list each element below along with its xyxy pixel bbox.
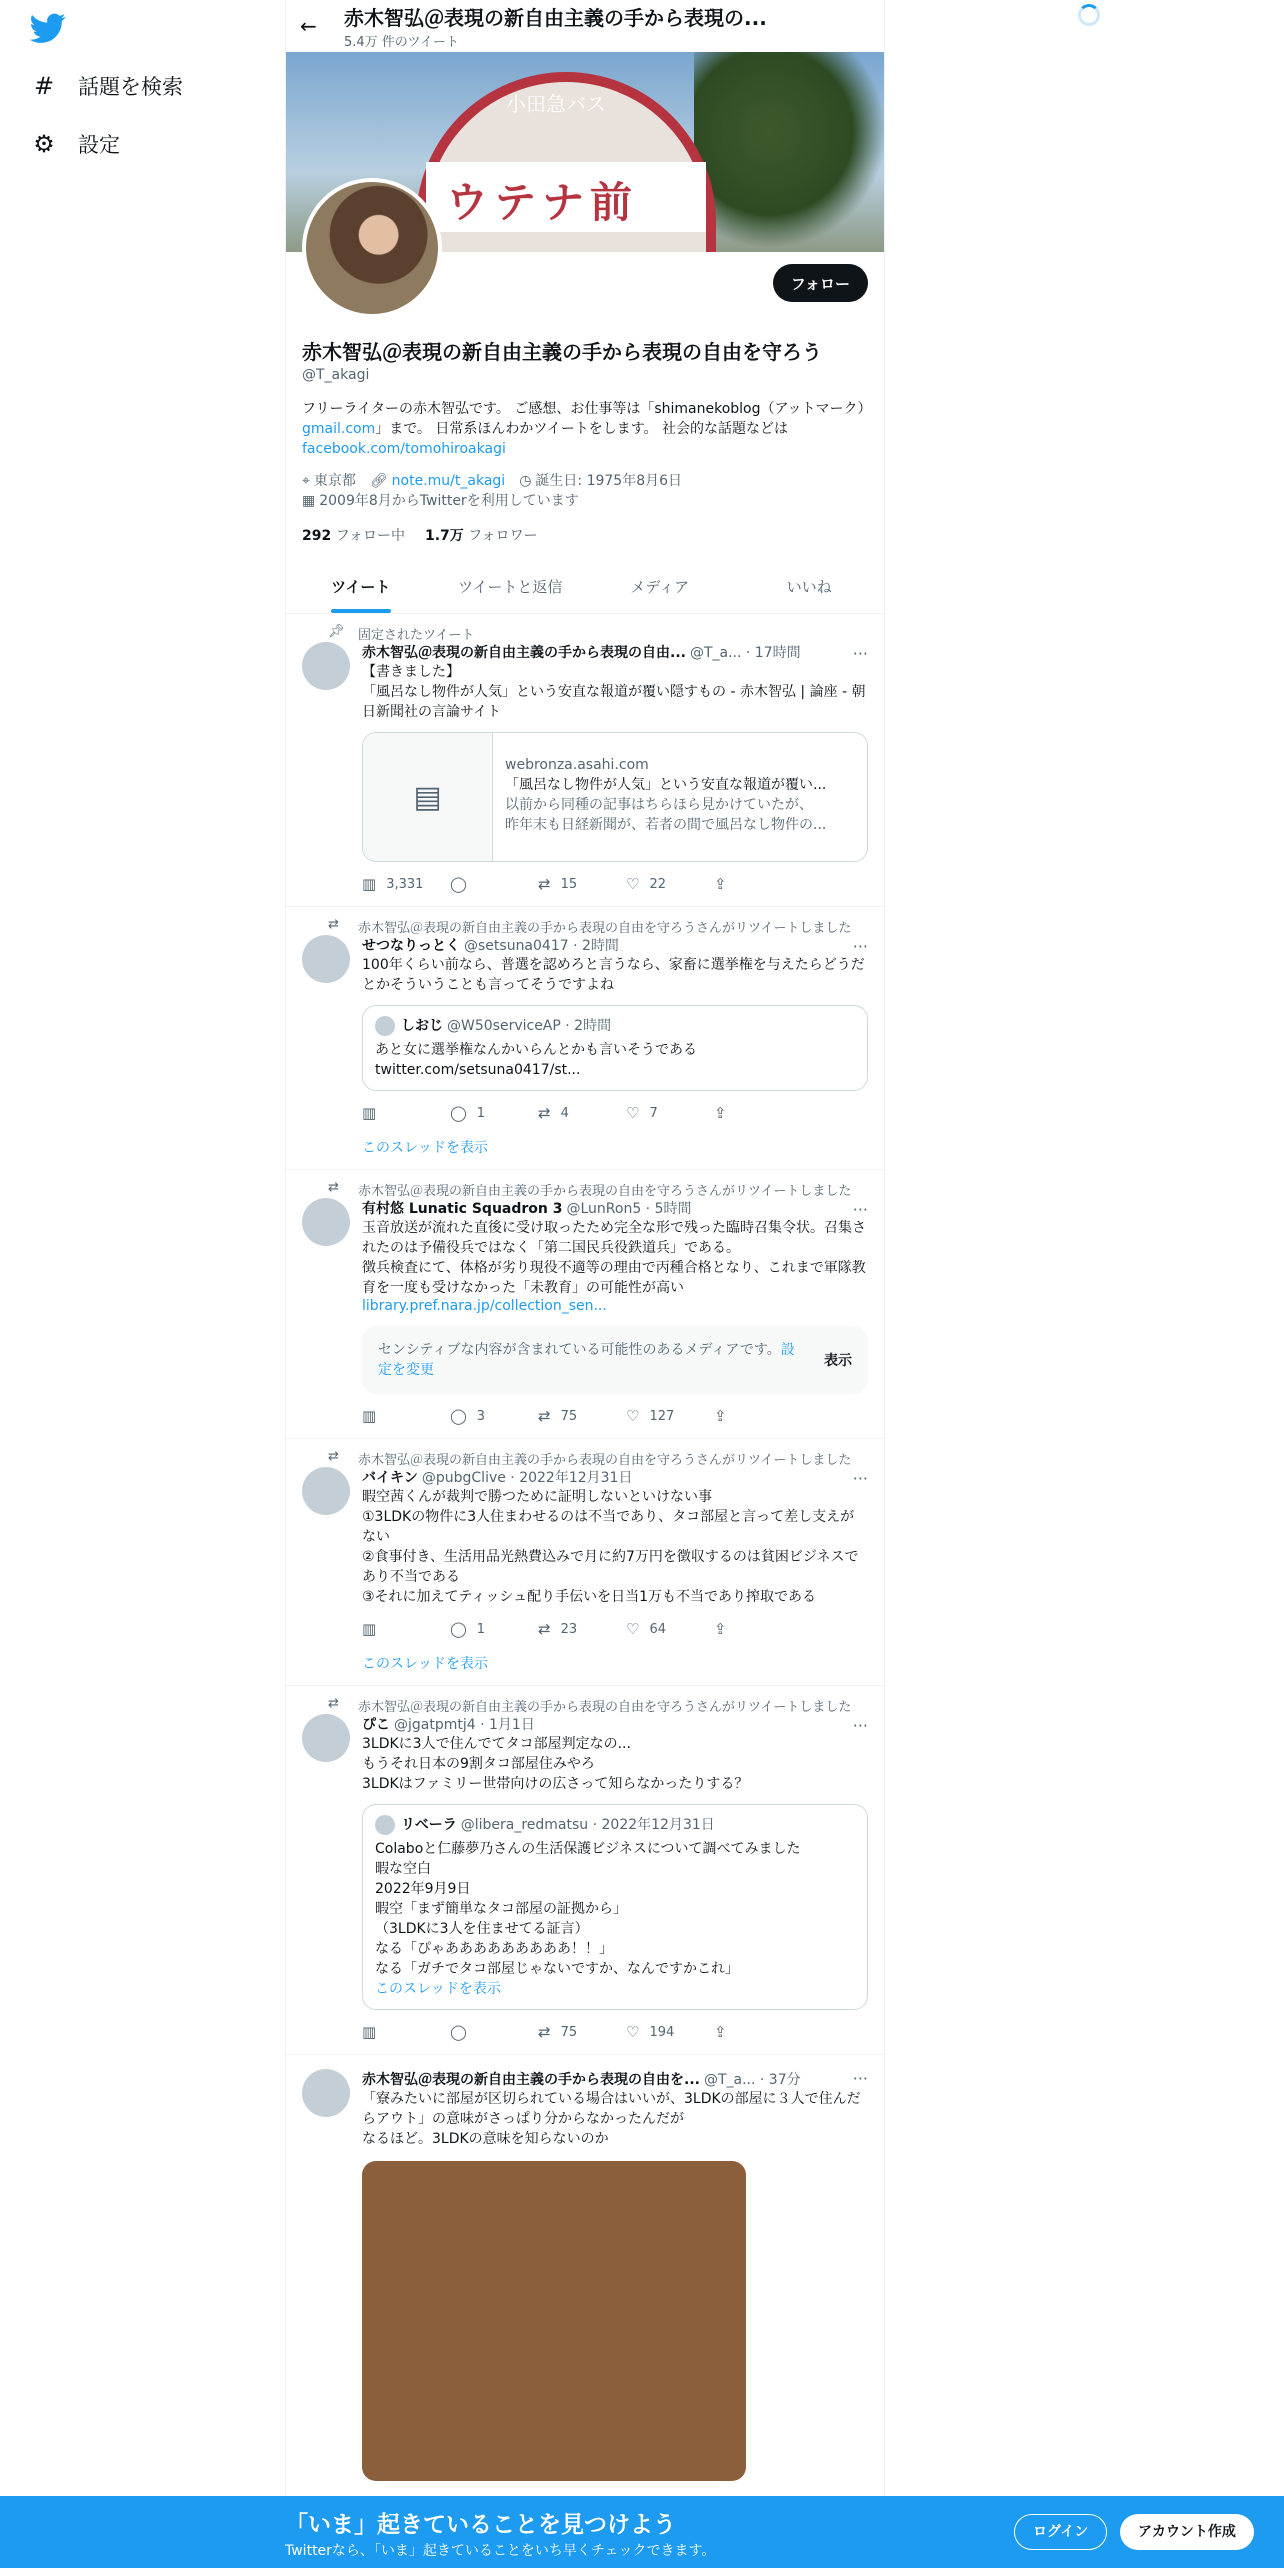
followers-count: 1.7万 [425, 528, 464, 544]
profile-name: 赤木智弘＠表現の新自由主義の手から表現の自由を守ろう [302, 340, 822, 364]
tweet-actions [362, 1103, 868, 1123]
tweet-author-handle: @pubgClive · 2022年12月31日 [421, 1470, 633, 1486]
main-column [285, 0, 885, 2568]
like-count: 127 [649, 1408, 675, 1424]
tweet-context [328, 917, 868, 936]
nav-explore[interactable] [30, 66, 250, 106]
analytics-icon: ▥ [362, 1407, 377, 1425]
profile-handle: @T_akagi [302, 367, 370, 383]
retweet-button[interactable] [538, 1104, 626, 1122]
like-button[interactable] [626, 875, 714, 893]
back-arrow-icon[interactable]: ← [300, 14, 317, 38]
tweet-context [328, 1449, 868, 1468]
more-icon[interactable]: ··· [852, 937, 868, 956]
quote-author-handle: @W50serviceAP · 2時間 [447, 1018, 612, 1034]
tab-tweets[interactable]: ツイート [286, 561, 436, 613]
like-count: 7 [649, 1105, 658, 1121]
tweet-text: 暇空茜くんが裁判で勝つために証明しないといけない事 ①3LDKの物件に3人住まわせるのは不当であり、タコ部屋と言って差し支えがない ②食事付き、生活用品光熱費込みで月に約7万円を徴収するのは貧困ビジネスであり不当である ③それに加えてティッシュ配り手伝いを日当1万も不当であり搾取である [362, 1489, 859, 1605]
quote-text: Colaboと仁藤夢乃さんの生活保護ビジネスについて調べてみました 暇な空白 2022年9月9日 暇空「まず簡単なタコ部屋の証拠から」 （3LDKに3人を住ませてる証言） なる「ぴゃあああああああああ！！」 なる「ガチでタコ部屋じゃないですか、なんですかこれ」 [375, 1841, 801, 1977]
header-title: 赤木智弘＠表現の新自由主義の手から表現の... [344, 6, 767, 30]
retweet-button[interactable] [538, 1407, 626, 1425]
views-button[interactable] [362, 2023, 450, 2041]
quote-tweet[interactable] [362, 1804, 868, 2010]
link-icon: 🔗︎ [369, 473, 388, 489]
show-thread-link[interactable]: このスレッドを表示 [362, 1656, 488, 1672]
tweet-author-name[interactable]: せつなりっとく [362, 938, 460, 954]
header-tweet-count: 5.4万 件のツイート [344, 35, 459, 50]
tab-likes[interactable]: いいね [786, 578, 832, 596]
tweet-actions [362, 2022, 868, 2042]
tweet-context-text: 赤木智弘＠表現の新自由主義の手から表現の自由を守ろうさんがリツイートしました [358, 1453, 852, 1468]
reply-button[interactable] [450, 875, 538, 893]
profile-avatar[interactable] [302, 178, 442, 318]
analytics-icon: ▥ [362, 875, 377, 893]
profile-meta [302, 471, 868, 511]
tweet-author-handle: @T_a... · 37分 [703, 2072, 801, 2088]
more-icon[interactable]: ··· [852, 2069, 868, 2088]
followers-link[interactable] [425, 525, 538, 545]
signup-button[interactable]: アカウント作成 [1120, 2514, 1254, 2550]
signup-banner-title: 「いま」起きていることを見つけよう [285, 2512, 676, 2538]
retweet-icon: ⇄ [328, 1449, 339, 1464]
follow-button[interactable]: フォロー [773, 264, 868, 302]
retweet-count: 75 [560, 1408, 578, 1424]
change-settings-link[interactable]: 設定を変更 [378, 1342, 795, 1378]
show-thread-link[interactable]: このスレッドを表示 [362, 1140, 488, 1156]
retweet-count: 23 [560, 1621, 578, 1637]
tweet-author-name[interactable]: 赤木智弘＠表現の新自由主義の手から表現の自由... [362, 645, 686, 661]
quote-author-handle: @libera_redmatsu · 2022年12月31日 [460, 1817, 715, 1833]
analytics-icon: ▥ [362, 1104, 377, 1122]
bio-link-gmail[interactable]: gmail.com [302, 421, 376, 437]
sensitive-text-block [378, 1340, 798, 1380]
retweet-icon: ⇄ [538, 1620, 551, 1638]
banner-sign-text: ウテナ前 [446, 178, 639, 227]
following-label: フォロー中 [335, 528, 405, 544]
reply-button[interactable] [450, 1407, 538, 1425]
bio-link-facebook[interactable]: facebook.com/tomohiroakagi [302, 441, 506, 457]
left-nav [30, 10, 250, 182]
following-count: 292 [302, 528, 332, 544]
tweet-author-handle: @jgatpmtj4 · 1月1日 [394, 1717, 535, 1733]
retweet-icon: ⇄ [328, 1696, 339, 1711]
tweet-retweet-jgatpmtj4[interactable] [286, 1686, 884, 2055]
retweet-icon: ⇄ [538, 1407, 551, 1425]
quote-author-name: しおじ [401, 1018, 443, 1034]
views-button[interactable] [362, 1620, 450, 1638]
tweet-context [328, 1696, 868, 1715]
views-button[interactable] [362, 1407, 450, 1425]
more-icon[interactable]: ··· [852, 644, 868, 663]
tweet-avatar[interactable] [302, 1467, 350, 1515]
tweet-context-text: 赤木智弘＠表現の新自由主義の手から表現の自由を守ろうさんがリツイートしました [358, 921, 852, 936]
tweet-text: 3LDKに3人で住んでてタコ部屋判定なの... もうそれ日本の9割タコ部屋住みやろ 3LDKはファミリー世帯向けの広さって知らなかったりする？ [362, 1736, 749, 1792]
banner-tree [694, 52, 884, 252]
nav-settings-label: 設定 [78, 133, 120, 157]
views-button[interactable] [362, 1104, 450, 1122]
tweet-text: 100年くらい前なら、普選を認めろと言うなら、家畜に選挙権を与えたらどうだとかそういうことも言ってそうですよね [362, 957, 865, 993]
profile-url[interactable]: note.mu/t_akagi [391, 473, 506, 489]
share-icon: ⇪ [714, 1104, 727, 1122]
quote-avatar [375, 1016, 395, 1036]
like-count: 64 [649, 1621, 666, 1637]
share-button[interactable] [714, 1104, 802, 1122]
tweet-text: 「寮みたいに部屋が区切られている場合はいいが、3LDKの部屋に３人で住んだらアウト」の意味がさっぱり分からなかったんだが なるほど。3LDKの意味を知らないのか [362, 2091, 861, 2147]
tweet-avatar[interactable] [302, 1714, 350, 1762]
retweet-icon: ⇄ [538, 1104, 551, 1122]
profile-tabs [286, 561, 884, 614]
heart-icon: ♡ [626, 1620, 640, 1638]
reply-button[interactable] [450, 1620, 538, 1638]
followers-label: フォロワー [468, 528, 538, 544]
profile-joined: 2009年8月からTwitterを利用しています [319, 493, 579, 509]
tweet-avatar[interactable] [302, 935, 350, 983]
share-button[interactable] [714, 875, 802, 893]
nav-settings[interactable] [30, 124, 250, 164]
calendar-icon: ▦ [302, 493, 316, 509]
tweet-text: 【書きました】 「風呂なし物件が人気」という安直な報道が覆い隠すもの - 赤木智弘 | 論座 - 朝日新聞社の言論サイト [362, 664, 866, 720]
profile-header [286, 0, 884, 52]
twitter-bird-icon[interactable] [30, 10, 66, 46]
location-icon: ⌖ [302, 473, 310, 489]
profile-info [286, 336, 884, 545]
retweet-count: 75 [560, 2024, 578, 2040]
bio-text-2: 」まで。 日常系ほんわかツイートをします。 社会的な話題などは [375, 421, 789, 437]
retweet-icon: ⇄ [328, 1180, 339, 1195]
tweet-actions [362, 874, 868, 894]
tweet-avatar[interactable] [302, 1198, 350, 1246]
balloon-icon: ◷ [519, 473, 532, 489]
card-desc-1: 以前から同種の記事はちらほら見かけていたが、 [505, 797, 813, 813]
reply-button[interactable] [450, 2023, 538, 2041]
retweet-button[interactable] [538, 875, 626, 893]
tweet-author-handle: @LunRon5 · 5時間 [566, 1201, 692, 1217]
login-button[interactable]: ログイン [1014, 2514, 1107, 2550]
show-media-button[interactable]: 表示 [824, 1353, 852, 1369]
quote-show-thread-link[interactable]: このスレッドを表示 [375, 1981, 501, 1997]
like-button[interactable] [626, 1407, 714, 1425]
tweet-link[interactable]: library.pref.nara.jp/collection_sen... [362, 1298, 607, 1314]
tweet-context-text: 固定されたツイート [358, 628, 475, 643]
share-icon: ⇪ [714, 1407, 727, 1425]
more-icon[interactable]: ··· [852, 1200, 868, 1219]
retweet-count: 4 [560, 1105, 569, 1121]
reply-icon: ◯ [450, 2023, 467, 2041]
heart-icon: ♡ [626, 1407, 640, 1425]
share-icon: ⇪ [714, 875, 727, 893]
tweet-author-name[interactable]: ぴこ [362, 1717, 390, 1733]
retweet-icon: ⇄ [328, 917, 339, 932]
card-title: 「風呂なし物件が人気」という安直な報道が覆い... [505, 777, 827, 793]
tweet-retweet-setsuna[interactable] [286, 907, 884, 1170]
share-icon: ⇪ [714, 1620, 727, 1638]
like-button[interactable] [626, 2023, 714, 2041]
analytics-icon: ▥ [362, 2023, 377, 2041]
profile-counts [302, 525, 868, 545]
views-button[interactable] [362, 875, 450, 893]
tweet-author-name[interactable]: 有村悠 Lunatic Squadron 3 [362, 1201, 563, 1217]
tweet-latest[interactable] [286, 2055, 884, 2493]
share-icon: ⇪ [714, 2023, 727, 2041]
card-desc-2: 昨年末も日経新聞が、若者の間で風呂なし物件の... [505, 817, 827, 833]
reply-icon: ◯ [450, 1407, 467, 1425]
tweet-text: 玉音放送が流れた直後に受け取ったため完全な形で残った臨時召集令状。召集されたのは予備役兵ではなく「第二国民兵役鉄道兵」である。 徴兵検査にて、体格が劣り現役不適等の理由で丙種合格となり、これまで軍隊教育を一度も受けなかった「未教育」の可能性が高い [362, 1220, 866, 1296]
more-icon[interactable]: ··· [852, 1716, 868, 1735]
tweet-context [328, 624, 868, 643]
tweet-avatar[interactable] [302, 2069, 350, 2117]
profile-location: 東京都 [313, 473, 356, 489]
signup-banner [0, 2496, 1284, 2568]
heart-icon: ♡ [626, 875, 640, 893]
reply-icon: ◯ [450, 1620, 467, 1638]
tab-media[interactable]: メディア [630, 578, 690, 596]
loading-spinner-icon [1078, 4, 1100, 26]
bio-text-1: フリーライターの赤木智弘です。 ご感想、お仕事等は「shimanekoblog（アットマーク） [302, 401, 872, 417]
like-button[interactable] [626, 1104, 714, 1122]
analytics-icon: ▥ [362, 1620, 377, 1638]
reply-count: 3 [476, 1408, 486, 1424]
link-card[interactable] [362, 732, 868, 862]
tweet-context-text: 赤木智弘＠表現の新自由主義の手から表現の自由を守ろうさんがリツイートしました [358, 1700, 852, 1715]
tweet-author-name[interactable]: 赤木智弘＠表現の新自由主義の手から表現の自由を... [362, 2072, 700, 2088]
retweet-icon: ⇄ [538, 2023, 551, 2041]
views-count: 3,331 [386, 876, 424, 892]
tweet-author-name[interactable]: バイキン [362, 1470, 418, 1486]
following-link[interactable] [302, 525, 405, 545]
tweet-context [328, 1180, 868, 1199]
banner-sign-top-text: 小田急バス [506, 92, 606, 116]
reply-count: 1 [476, 1621, 486, 1637]
more-icon[interactable]: ··· [852, 1469, 868, 1488]
retweet-count: 15 [560, 876, 578, 892]
sensitive-media-warning [362, 1326, 868, 1394]
reply-icon: ◯ [450, 1104, 467, 1122]
quote-avatar [375, 1815, 395, 1835]
tweet-avatar[interactable] [302, 642, 350, 690]
reply-count: 1 [476, 1105, 486, 1121]
quote-text: あと女に選挙権なんかいらんとかも言いそうである twitter.com/setsuna0417/st... [375, 1042, 697, 1078]
sensitive-text: センシティブな内容が含まれている可能性のあるメディアです。 [378, 1342, 781, 1358]
tweet-retweet-pubgclive[interactable] [286, 1439, 884, 1686]
heart-icon: ♡ [626, 1104, 640, 1122]
hashtag-icon: # [33, 72, 55, 100]
share-button[interactable] [714, 1620, 802, 1638]
profile-birthday: 誕生日: 1975年8月6日 [535, 473, 683, 489]
retweet-button[interactable] [538, 1620, 626, 1638]
signup-banner-subtitle: Twitterなら、「いま」起きていることをいち早くチェックできます。 [285, 2543, 716, 2559]
retweet-button[interactable] [538, 2023, 626, 2041]
share-button[interactable] [714, 2023, 802, 2041]
like-button[interactable] [626, 1620, 714, 1638]
card-domain: webronza.asahi.com [505, 757, 649, 773]
share-button[interactable] [714, 1407, 802, 1425]
reply-button[interactable] [450, 1104, 538, 1122]
like-count: 22 [649, 876, 666, 892]
quote-tweet[interactable] [362, 1005, 868, 1091]
tweet-context-text: 赤木智弘＠表現の新自由主義の手から表現の自由を守ろうさんがリツイートしました [358, 1184, 852, 1199]
heart-icon: ♡ [626, 2023, 640, 2041]
reply-icon: ◯ [450, 875, 467, 893]
tweet-author-handle: @setsuna0417 · 2時間 [464, 938, 619, 954]
profile-bio [302, 399, 872, 459]
retweet-icon: ⇄ [538, 875, 551, 893]
tweet-media-image[interactable] [362, 2161, 746, 2481]
tweet-pinned[interactable] [286, 614, 884, 907]
tab-tweets-replies[interactable]: ツイートと返信 [458, 578, 563, 596]
pin-icon: 📌︎ [328, 624, 345, 639]
nav-explore-label: 話題を検索 [78, 75, 183, 99]
tweet-actions [362, 1406, 868, 1426]
tweet-actions [362, 1619, 868, 1639]
tweet-retweet-lunron[interactable] [286, 1170, 884, 1439]
article-icon: ▤ [363, 733, 493, 861]
like-count: 194 [649, 2024, 675, 2040]
gear-icon: ⚙ [33, 130, 55, 158]
tweet-author-handle: @T_a... · 17時間 [689, 645, 801, 661]
quote-author-name: リベーラ [401, 1817, 457, 1833]
